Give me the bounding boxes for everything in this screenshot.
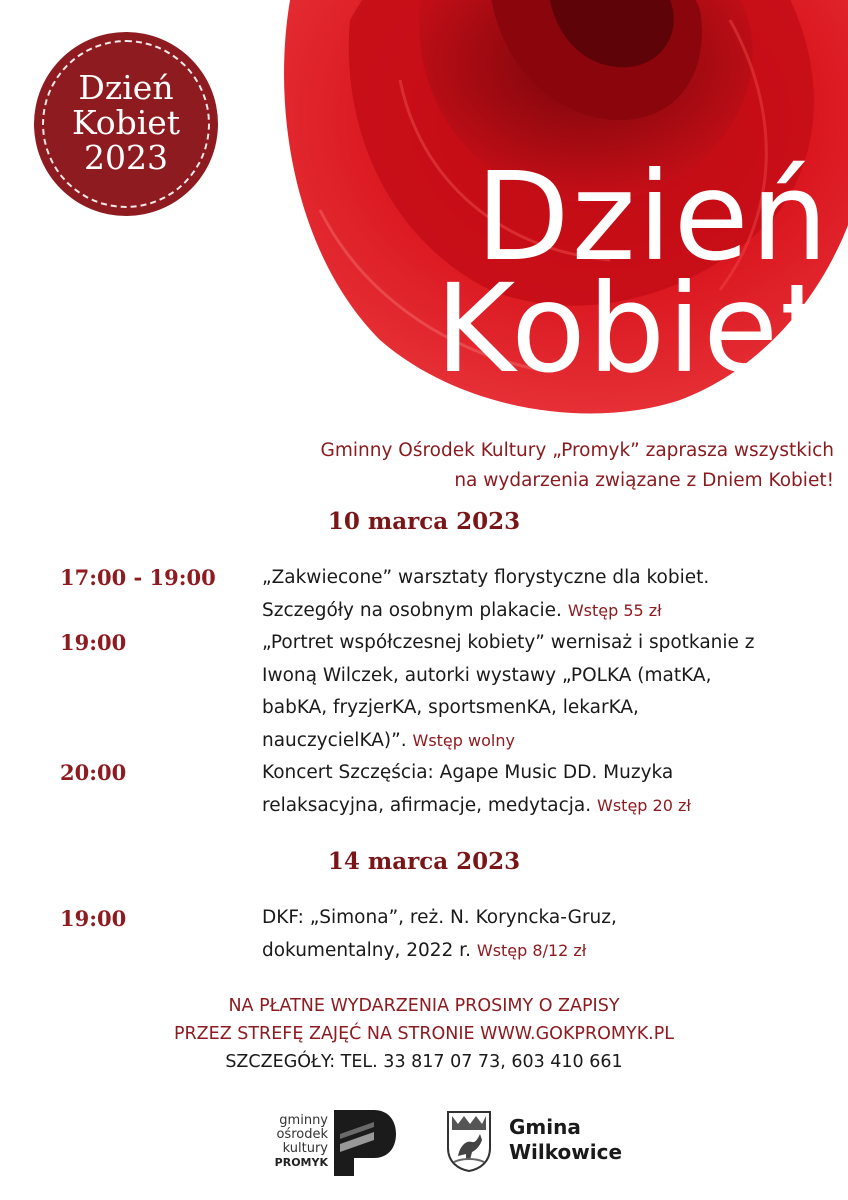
fee-label: Wstęp wolny <box>412 730 515 750</box>
description-line <box>262 725 832 758</box>
title-line-2: Kobiet <box>435 258 830 400</box>
day2-date: 14 marca 2023 <box>327 848 521 875</box>
day1-event3-description <box>262 757 832 822</box>
description-line: DKF: „Simona”, reż. N. Koryncka-Gruz, <box>262 907 617 928</box>
description-line: babKA, fryzjerKA, sportsmenKA, lekarKA, <box>262 697 639 718</box>
badge-line-3: 2023 <box>84 138 168 177</box>
fee-label: Wstęp 8/12 zł <box>476 940 587 960</box>
event-badge <box>34 32 218 216</box>
fee-label: Wstęp 20 zł <box>597 795 691 815</box>
wilkowice-crest-icon <box>446 1110 492 1172</box>
description-text: dokumentalny, 2022 r. <box>262 939 471 961</box>
description-line <box>262 595 832 628</box>
gmina-logo-line: Wilkowice <box>509 1140 623 1164</box>
day1-event1-time: 17:00 - 19:00 <box>60 565 216 590</box>
description-line: Koncert Szczęścia: Agape Music DD. Muzyka <box>262 762 674 783</box>
footer-contact: SZCZEGÓŁY: TEL. 33 817 07 73, 603 410 661 <box>225 1052 623 1072</box>
intro-line-2: na wydarzenia związane z Dniem Kobiet! <box>454 470 834 491</box>
description-text: Szczegóły na osobnym plakacie. <box>262 599 562 621</box>
description-line <box>262 790 832 823</box>
description-line: „Portret współczesnej kobiety” wernisaż i spotkanie z <box>262 632 755 653</box>
day2-event1-time: 19:00 <box>60 906 127 931</box>
description-text: nauczycielKA)”. <box>262 729 407 751</box>
promyk-logo-line: PROMYK <box>274 1156 328 1169</box>
promyk-logo-line: ośrodek <box>276 1127 328 1142</box>
day1-event2-time: 19:00 <box>60 630 127 655</box>
day1-event3-time: 20:00 <box>60 760 127 785</box>
promyk-logo-icon <box>334 1110 396 1176</box>
description-text: relaksacyjna, afirmacje, medytacja. <box>262 794 592 816</box>
promyk-logo-text <box>250 1114 328 1170</box>
title-line-1: Dzień <box>475 146 830 288</box>
gmina-logo-line: Gmina <box>509 1115 581 1139</box>
description-line <box>262 935 832 968</box>
day2-event1-description <box>262 902 832 967</box>
fee-label: Wstęp 55 zł <box>567 600 662 620</box>
day1-date: 10 marca 2023 <box>327 508 521 535</box>
gmina-logo-text <box>509 1115 622 1165</box>
day1-event1-description <box>262 562 832 627</box>
badge-line-1: Dzień <box>78 68 174 107</box>
badge-line-2: Kobiet <box>71 103 181 142</box>
day1-event2-description <box>262 627 832 757</box>
description-line: „Zakwiecone” warsztaty florystyczne dla kobiet. <box>262 567 710 588</box>
footer-line-1: NA PŁATNE WYDARZENIA PROSIMY O ZAPISY <box>228 996 620 1016</box>
promyk-logo-line: kultury <box>282 1141 328 1156</box>
description-line: Iwoną Wilczek, autorki wystawy „POLKA (matKA, <box>262 664 712 686</box>
intro-line-1: Gminny Ośrodek Kultury „Promyk” zaprasza wszystkich <box>320 440 834 461</box>
footer-line-2: PRZEZ STREFĘ ZAJĘĆ NA STRONIE WWW.GOKPROMYK.PL <box>173 1024 675 1044</box>
promyk-logo-line: gminny <box>279 1113 328 1128</box>
